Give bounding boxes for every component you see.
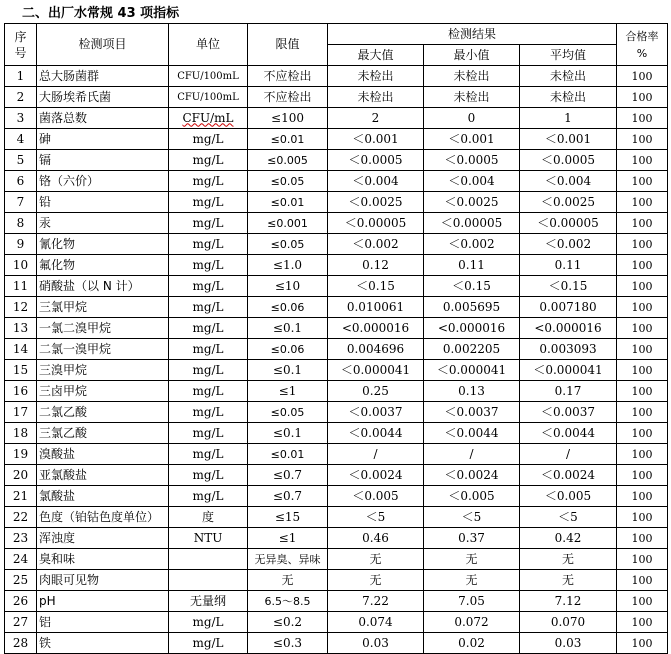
row-limit: ≤0.05 <box>248 402 328 423</box>
row-min: 0 <box>424 108 520 129</box>
table-row <box>5 192 668 213</box>
row-unit: mg/L <box>169 360 248 381</box>
row-max: 无 <box>328 570 424 591</box>
row-limit: ≤0.3 <box>248 633 328 654</box>
table-row <box>5 66 668 87</box>
row-item: 铝 <box>37 612 169 633</box>
table-row <box>5 381 668 402</box>
row-unit: 度 <box>169 507 248 528</box>
row-unit: mg/L <box>169 150 248 171</box>
row-unit <box>169 549 248 570</box>
row-unit <box>169 570 248 591</box>
row-pass-rate: 100 <box>617 570 668 591</box>
row-number: 5 <box>5 150 37 171</box>
row-max: ＜0.0037 <box>328 402 424 423</box>
table-row <box>5 507 668 528</box>
header-min: 最小值 <box>424 45 520 66</box>
row-max: 无 <box>328 549 424 570</box>
row-item: 镉 <box>37 150 169 171</box>
header-pass-rate: 合格率 % <box>617 24 668 66</box>
row-limit: ≤100 <box>248 108 328 129</box>
row-min: ＜0.15 <box>424 276 520 297</box>
header-max: 最大值 <box>328 45 424 66</box>
page-title: 二、出厂水常规 43 项指标 <box>22 6 180 21</box>
row-avg: ＜0.000041 <box>520 360 617 381</box>
row-limit: ≤1.0 <box>248 255 328 276</box>
row-item: 三氯乙酸 <box>37 423 169 444</box>
row-unit: mg/L <box>169 423 248 444</box>
row-item: 砷 <box>37 129 169 150</box>
row-pass-rate: 100 <box>617 87 668 108</box>
table-row <box>5 108 668 129</box>
row-number: 26 <box>5 591 37 612</box>
row-number: 3 <box>5 108 37 129</box>
table-row <box>5 444 668 465</box>
row-number: 24 <box>5 549 37 570</box>
row-unit: mg/L <box>169 444 248 465</box>
row-number: 17 <box>5 402 37 423</box>
row-number: 18 <box>5 423 37 444</box>
row-avg: ＜0.002 <box>520 234 617 255</box>
table-row <box>5 570 668 591</box>
row-number: 20 <box>5 465 37 486</box>
row-avg: <0.000016 <box>520 318 617 339</box>
table-row <box>5 276 668 297</box>
row-item: 三卤甲烷 <box>37 381 169 402</box>
row-limit: ≤0.001 <box>248 213 328 234</box>
row-item: 大肠埃希氏菌 <box>37 87 169 108</box>
row-number: 21 <box>5 486 37 507</box>
table-body <box>5 66 668 654</box>
row-avg: ＜0.0025 <box>520 192 617 213</box>
row-avg: / <box>520 444 617 465</box>
table-row <box>5 591 668 612</box>
row-limit: ≤0.7 <box>248 465 328 486</box>
row-unit: mg/L <box>169 612 248 633</box>
row-unit: CFU/100mL <box>169 87 248 108</box>
row-pass-rate: 100 <box>617 486 668 507</box>
row-min: ＜0.0024 <box>424 465 520 486</box>
row-min: 无 <box>424 570 520 591</box>
table-row <box>5 318 668 339</box>
row-pass-rate: 100 <box>617 150 668 171</box>
row-unit: mg/L <box>169 234 248 255</box>
row-item: 臭和味 <box>37 549 169 570</box>
row-min: 无 <box>424 549 520 570</box>
row-number: 6 <box>5 171 37 192</box>
water-quality-table <box>4 23 668 654</box>
row-max: ＜0.15 <box>328 276 424 297</box>
row-max: ＜0.005 <box>328 486 424 507</box>
row-limit: ≤0.01 <box>248 192 328 213</box>
row-pass-rate: 100 <box>617 213 668 234</box>
row-min: ＜5 <box>424 507 520 528</box>
row-pass-rate: 100 <box>617 549 668 570</box>
row-max: 2 <box>328 108 424 129</box>
row-number: 11 <box>5 276 37 297</box>
row-avg: ＜0.005 <box>520 486 617 507</box>
row-number: 15 <box>5 360 37 381</box>
row-unit: mg/L <box>169 486 248 507</box>
row-limit: ≤1 <box>248 381 328 402</box>
row-number: 19 <box>5 444 37 465</box>
row-limit: ≤0.01 <box>248 129 328 150</box>
row-number: 10 <box>5 255 37 276</box>
row-pass-rate: 100 <box>617 591 668 612</box>
row-avg: ＜0.0005 <box>520 150 617 171</box>
row-max: ＜5 <box>328 507 424 528</box>
row-number: 23 <box>5 528 37 549</box>
row-number: 12 <box>5 297 37 318</box>
row-item: 二氯乙酸 <box>37 402 169 423</box>
row-max: 7.22 <box>328 591 424 612</box>
row-number: 2 <box>5 87 37 108</box>
row-pass-rate: 100 <box>617 318 668 339</box>
row-item: 溴酸盐 <box>37 444 169 465</box>
row-max: ＜0.00005 <box>328 213 424 234</box>
row-number: 13 <box>5 318 37 339</box>
row-avg: ＜0.0044 <box>520 423 617 444</box>
row-pass-rate: 100 <box>617 444 668 465</box>
row-unit: mg/L <box>169 381 248 402</box>
row-limit: ≤0.06 <box>248 339 328 360</box>
row-min: 未检出 <box>424 66 520 87</box>
row-min: / <box>424 444 520 465</box>
row-item: 三溴甲烷 <box>37 360 169 381</box>
table-row <box>5 402 668 423</box>
row-limit: 6.5～8.5 <box>248 591 328 612</box>
row-max: 0.010061 <box>328 297 424 318</box>
table-row <box>5 360 668 381</box>
row-item: pH <box>37 591 169 612</box>
row-item: 亚氯酸盐 <box>37 465 169 486</box>
row-min: ＜0.000041 <box>424 360 520 381</box>
row-avg: ＜0.001 <box>520 129 617 150</box>
row-unit: mg/L <box>169 192 248 213</box>
row-pass-rate: 100 <box>617 423 668 444</box>
row-unit: mg/L <box>169 297 248 318</box>
row-number: 16 <box>5 381 37 402</box>
row-max: ＜0.001 <box>328 129 424 150</box>
table-row <box>5 150 668 171</box>
table-row <box>5 213 668 234</box>
row-item: 浑浊度 <box>37 528 169 549</box>
table-row <box>5 528 668 549</box>
row-avg: 无 <box>520 549 617 570</box>
table-row <box>5 297 668 318</box>
row-pass-rate: 100 <box>617 108 668 129</box>
row-limit: ≤0.7 <box>248 486 328 507</box>
row-item: 二氯一溴甲烷 <box>37 339 169 360</box>
row-limit: ≤0.1 <box>248 360 328 381</box>
row-number: 4 <box>5 129 37 150</box>
table-row <box>5 612 668 633</box>
row-limit: 不应检出 <box>248 66 328 87</box>
row-avg: ＜0.15 <box>520 276 617 297</box>
row-max: / <box>328 444 424 465</box>
row-min: 0.02 <box>424 633 520 654</box>
row-pass-rate: 100 <box>617 633 668 654</box>
row-pass-rate: 100 <box>617 66 668 87</box>
row-number: 14 <box>5 339 37 360</box>
row-unit: mg/L <box>169 318 248 339</box>
row-item: 三氯甲烷 <box>37 297 169 318</box>
row-limit: 无 <box>248 570 328 591</box>
row-unit: mg/L <box>169 213 248 234</box>
row-item: 菌落总数 <box>37 108 169 129</box>
header-seq: 序 号 <box>5 24 37 66</box>
row-limit: 无异臭、异味 <box>248 549 328 570</box>
row-min: 未检出 <box>424 87 520 108</box>
row-min: 0.072 <box>424 612 520 633</box>
row-pass-rate: 100 <box>617 129 668 150</box>
row-item: 铅 <box>37 192 169 213</box>
row-max: ＜0.0025 <box>328 192 424 213</box>
row-limit: ≤0.01 <box>248 444 328 465</box>
row-min: ＜0.00005 <box>424 213 520 234</box>
row-avg: 未检出 <box>520 66 617 87</box>
row-avg: 0.007180 <box>520 297 617 318</box>
header-avg: 平均值 <box>520 45 617 66</box>
header-item: 检测项目 <box>37 24 169 66</box>
row-number: 8 <box>5 213 37 234</box>
row-limit: ≤0.06 <box>248 297 328 318</box>
row-pass-rate: 100 <box>617 297 668 318</box>
row-item: 硝酸盐（以 N 计） <box>37 276 169 297</box>
header-unit: 单位 <box>169 24 248 66</box>
row-avg: 无 <box>520 570 617 591</box>
table-row <box>5 234 668 255</box>
row-max: 未检出 <box>328 87 424 108</box>
row-number: 25 <box>5 570 37 591</box>
row-unit: mg/L <box>169 339 248 360</box>
row-pass-rate: 100 <box>617 234 668 255</box>
row-limit: ≤0.1 <box>248 423 328 444</box>
row-avg: 0.070 <box>520 612 617 633</box>
row-min: 0.005695 <box>424 297 520 318</box>
row-limit: ≤0.2 <box>248 612 328 633</box>
row-item: 氯酸盐 <box>37 486 169 507</box>
row-limit: ≤15 <box>248 507 328 528</box>
row-item: 氰化物 <box>37 234 169 255</box>
row-min: 7.05 <box>424 591 520 612</box>
row-avg: 7.12 <box>520 591 617 612</box>
table-row <box>5 339 668 360</box>
row-max: 0.074 <box>328 612 424 633</box>
row-min: ＜0.004 <box>424 171 520 192</box>
row-avg: 0.003093 <box>520 339 617 360</box>
row-avg: 0.11 <box>520 255 617 276</box>
row-avg: ＜5 <box>520 507 617 528</box>
row-unit: 无量纲 <box>169 591 248 612</box>
row-pass-rate: 100 <box>617 171 668 192</box>
row-min: 0.002205 <box>424 339 520 360</box>
row-max: ＜0.0044 <box>328 423 424 444</box>
row-item: 肉眼可见物 <box>37 570 169 591</box>
row-max: 未检出 <box>328 66 424 87</box>
row-number: 27 <box>5 612 37 633</box>
row-unit: CFU/100mL <box>169 66 248 87</box>
row-min: 0.13 <box>424 381 520 402</box>
row-pass-rate: 100 <box>617 507 668 528</box>
row-max: ＜0.0024 <box>328 465 424 486</box>
table-row <box>5 465 668 486</box>
row-unit: CFU/mL <box>169 108 248 129</box>
row-number: 9 <box>5 234 37 255</box>
row-min: ＜0.0044 <box>424 423 520 444</box>
row-item: 汞 <box>37 213 169 234</box>
row-min: <0.000016 <box>424 318 520 339</box>
row-item: 铁 <box>37 633 169 654</box>
row-min: ＜0.005 <box>424 486 520 507</box>
row-avg: ＜0.00005 <box>520 213 617 234</box>
row-unit: NTU <box>169 528 248 549</box>
row-unit: mg/L <box>169 255 248 276</box>
table-row <box>5 129 668 150</box>
header-limit: 限值 <box>248 24 328 66</box>
row-limit: ≤0.005 <box>248 150 328 171</box>
row-limit: ≤0.1 <box>248 318 328 339</box>
header-result-group: 检测结果 <box>328 24 617 45</box>
row-max: <0.000016 <box>328 318 424 339</box>
row-limit: ≤0.05 <box>248 234 328 255</box>
row-pass-rate: 100 <box>617 528 668 549</box>
row-min: 0.11 <box>424 255 520 276</box>
row-min: 0.37 <box>424 528 520 549</box>
row-limit: ≤10 <box>248 276 328 297</box>
row-item: 一氯二溴甲烷 <box>37 318 169 339</box>
row-avg: ＜0.0024 <box>520 465 617 486</box>
row-number: 22 <box>5 507 37 528</box>
row-item: 氟化物 <box>37 255 169 276</box>
row-max: ＜0.000041 <box>328 360 424 381</box>
row-max: 0.03 <box>328 633 424 654</box>
row-limit: 不应检出 <box>248 87 328 108</box>
row-number: 7 <box>5 192 37 213</box>
row-max: 0.004696 <box>328 339 424 360</box>
table-row <box>5 549 668 570</box>
row-pass-rate: 100 <box>617 339 668 360</box>
row-pass-rate: 100 <box>617 255 668 276</box>
row-min: ＜0.002 <box>424 234 520 255</box>
row-min: ＜0.0025 <box>424 192 520 213</box>
table-row <box>5 486 668 507</box>
row-pass-rate: 100 <box>617 465 668 486</box>
row-number: 28 <box>5 633 37 654</box>
row-avg: 0.42 <box>520 528 617 549</box>
row-avg: 0.17 <box>520 381 617 402</box>
table-row <box>5 423 668 444</box>
row-avg: 1 <box>520 108 617 129</box>
row-avg: ＜0.004 <box>520 171 617 192</box>
row-item: 色度（铂钴色度单位） <box>37 507 169 528</box>
row-avg: ＜0.0037 <box>520 402 617 423</box>
row-pass-rate: 100 <box>617 381 668 402</box>
table-row <box>5 87 668 108</box>
row-limit: ≤1 <box>248 528 328 549</box>
row-unit: mg/L <box>169 465 248 486</box>
table-header <box>5 24 668 66</box>
row-unit: mg/L <box>169 633 248 654</box>
table-row <box>5 633 668 654</box>
row-pass-rate: 100 <box>617 360 668 381</box>
row-max: 0.25 <box>328 381 424 402</box>
row-pass-rate: 100 <box>617 612 668 633</box>
row-pass-rate: 100 <box>617 402 668 423</box>
table-row <box>5 255 668 276</box>
row-avg: 0.03 <box>520 633 617 654</box>
row-min: ＜0.0005 <box>424 150 520 171</box>
row-min: ＜0.001 <box>424 129 520 150</box>
row-unit: mg/L <box>169 402 248 423</box>
row-max: 0.12 <box>328 255 424 276</box>
row-number: 1 <box>5 66 37 87</box>
row-max: 0.46 <box>328 528 424 549</box>
row-limit: ≤0.05 <box>248 171 328 192</box>
row-max: ＜0.004 <box>328 171 424 192</box>
row-unit: mg/L <box>169 276 248 297</box>
row-min: ＜0.0037 <box>424 402 520 423</box>
table-row <box>5 171 668 192</box>
row-item: 总大肠菌群 <box>37 66 169 87</box>
row-pass-rate: 100 <box>617 276 668 297</box>
row-item: 铬（六价） <box>37 171 169 192</box>
row-unit: mg/L <box>169 129 248 150</box>
row-max: ＜0.002 <box>328 234 424 255</box>
row-pass-rate: 100 <box>617 192 668 213</box>
row-avg: 未检出 <box>520 87 617 108</box>
row-max: ＜0.0005 <box>328 150 424 171</box>
row-unit: mg/L <box>169 171 248 192</box>
